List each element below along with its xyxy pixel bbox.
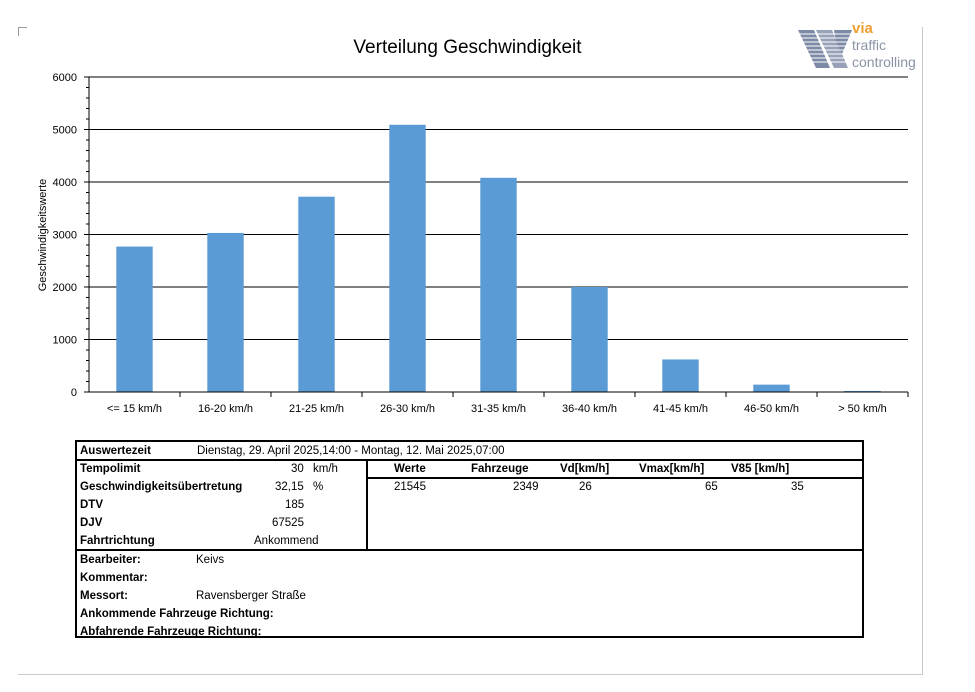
tempolimit-value: 30	[291, 463, 304, 475]
y-tick-label: 0	[70, 387, 77, 399]
x-tick-label: 36-40 km/h	[561, 403, 618, 415]
x-tick-label: > 50 km/h	[838, 403, 887, 415]
bar	[389, 125, 425, 392]
y-tick-label: 1000	[52, 334, 77, 347]
chart-title: Verteilung Geschwindigkeit	[353, 37, 582, 58]
uebertretung-label: Geschwindigkeitsübertretung	[80, 481, 243, 493]
dtv-label: DTV	[80, 499, 103, 511]
y-axis-label: Geschwindigkeitswerte	[37, 178, 49, 292]
uebertretung-value: 32,15	[275, 481, 304, 493]
divider	[366, 477, 862, 479]
y-tick-label: 6000	[52, 72, 77, 84]
bar	[753, 385, 789, 392]
y-tick-label: 2000	[52, 282, 77, 294]
fahrtrichtung-value: Ankommend	[254, 535, 319, 547]
kommentar-label: Kommentar:	[80, 572, 148, 584]
val-vd: 26	[579, 481, 592, 493]
y-tick-label: 3000	[52, 229, 77, 242]
col-v85-header: V85 [km/h]	[731, 463, 790, 475]
djv-label: DJV	[80, 517, 103, 529]
abfahrende-label: Abfahrende Fahrzeuge Richtung:	[80, 626, 262, 638]
bar	[298, 197, 334, 392]
y-tick-label: 5000	[52, 124, 77, 137]
x-tick-label: 41-45 km/h	[652, 403, 709, 415]
val-werte: 21545	[394, 481, 426, 493]
tempolimit-unit: km/h	[313, 463, 338, 475]
x-tick-label: 31-35 km/h	[470, 403, 527, 415]
val-v85: 35	[791, 481, 804, 493]
info-table	[75, 440, 864, 638]
logo-traffic-text: traffic	[852, 37, 886, 53]
logo-controlling-text: controlling	[852, 54, 916, 70]
messort-label: Messort:	[80, 590, 128, 602]
divider	[77, 459, 862, 461]
bar	[207, 233, 243, 392]
ankommende-label: Ankommende Fahrzeuge Richtung:	[80, 608, 274, 620]
divider	[366, 459, 368, 550]
col-vmax-header: Vmax[km/h]	[639, 463, 705, 475]
x-tick-label: 26-30 km/h	[379, 403, 436, 415]
x-tick-label: 21-25 km/h	[288, 403, 345, 415]
tempolimit-label: Tempolimit	[80, 463, 141, 475]
djv-value: 67525	[272, 517, 304, 529]
col-werte-header: Werte	[394, 463, 426, 475]
auswertezeit-label: Auswertezeit	[80, 445, 151, 457]
bar	[480, 178, 516, 392]
bar	[662, 359, 698, 392]
bearbeiter-value: Keivs	[196, 554, 225, 566]
fahrtrichtung-label: Fahrtrichtung	[80, 535, 155, 547]
auswertezeit-value: Dienstag, 29. April 2025,14:00 - Montag, 12. Mai 2025,07:00	[197, 445, 505, 457]
dtv-value: 185	[285, 499, 305, 511]
bar	[571, 287, 607, 392]
bearbeiter-label: Bearbeiter:	[80, 554, 141, 566]
y-tick-label: 4000	[52, 177, 77, 189]
col-vd-header: Vd[km/h]	[560, 463, 610, 475]
x-tick-label: 16-20 km/h	[197, 403, 254, 415]
col-fahrzeuge-header: Fahrzeuge	[471, 463, 529, 475]
x-tick-label: <= 15 km/h	[106, 403, 163, 415]
bar	[116, 247, 152, 392]
val-fahrzeuge: 2349	[513, 481, 539, 493]
divider	[77, 549, 862, 551]
page-frame-bottom	[18, 674, 923, 675]
logo-via-text: via	[852, 20, 873, 37]
uebertretung-unit: %	[313, 481, 324, 493]
x-tick-label: 46-50 km/h	[743, 403, 800, 415]
val-vmax: 65	[705, 481, 718, 493]
messort-value: Ravensberger Straße	[196, 590, 306, 602]
